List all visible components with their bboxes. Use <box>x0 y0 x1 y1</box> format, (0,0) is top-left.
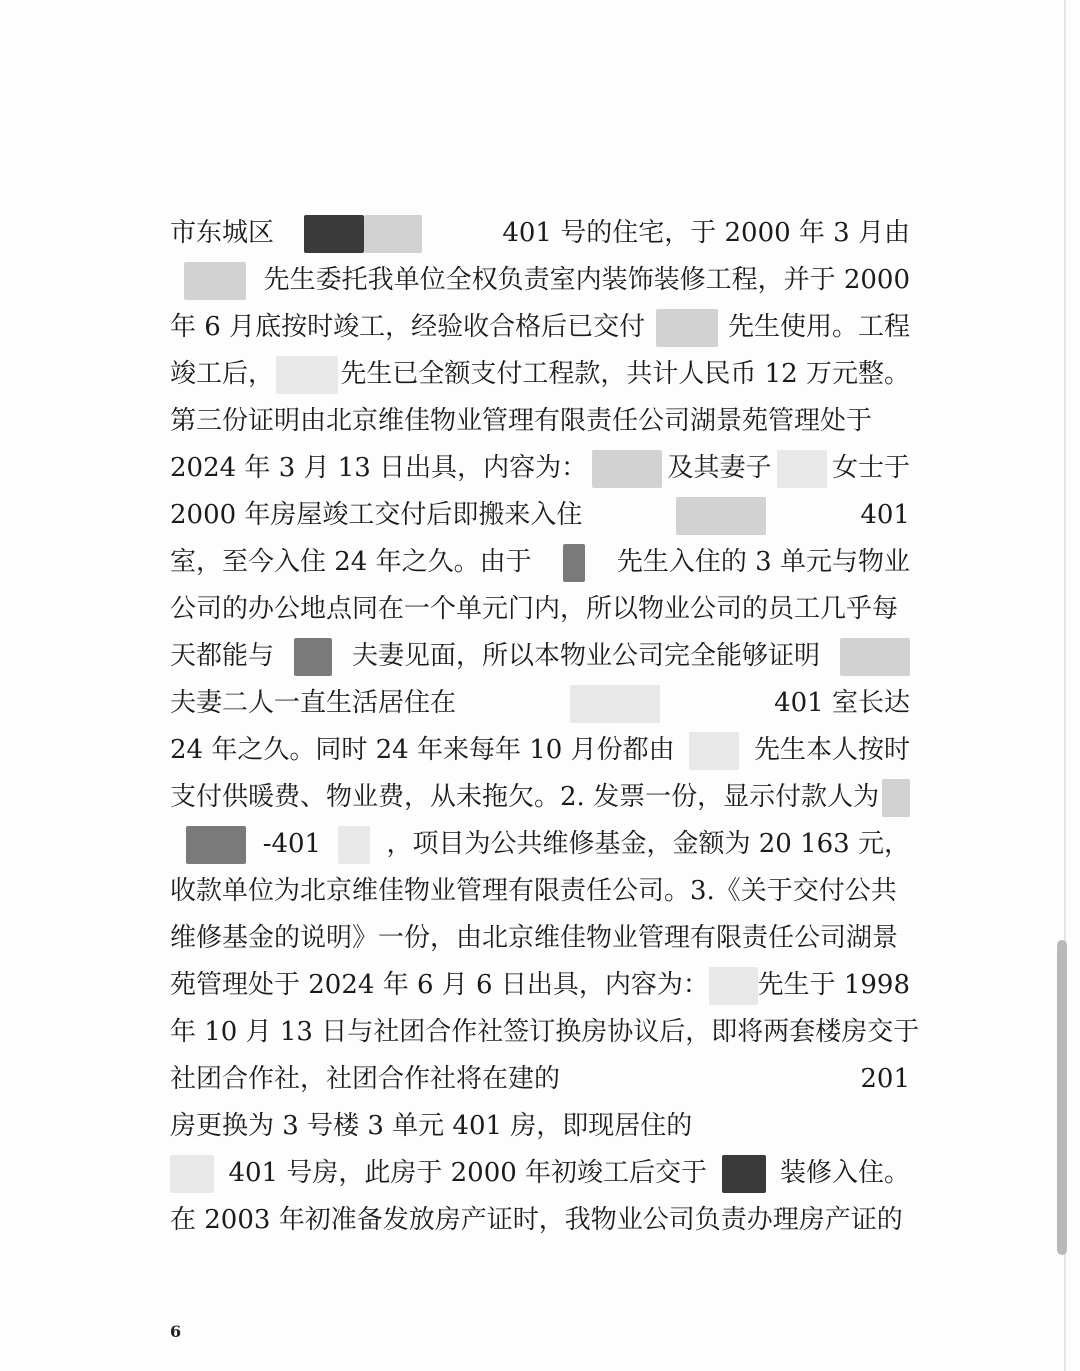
text-line <box>170 586 910 633</box>
redaction-block <box>276 356 338 394</box>
redaction-block <box>676 497 766 535</box>
text-line <box>170 727 910 774</box>
redaction-block <box>186 826 246 864</box>
redaction-block <box>570 685 660 723</box>
text-segment: 苑管理处于 2024 年 6 月 6 日出具，内容为： <box>170 970 709 1000</box>
text-line <box>170 821 910 868</box>
redaction-block <box>720 1108 910 1146</box>
text-segment: 女士于 <box>831 453 910 483</box>
text-segment: 在 2003 年初准备发放房产证时，我物业公司负责办理房产证的 <box>170 1205 903 1235</box>
text-segment: 年 6 月底按时竣工，经验收合格后已交付 <box>170 312 646 342</box>
redaction-block <box>304 215 364 253</box>
text-segment: 2024 年 3 月 13 日出具，内容为： <box>170 453 588 483</box>
redaction-block <box>170 1155 214 1193</box>
text-segment: 社团合作社，社团合作社将在建的 <box>170 1064 561 1094</box>
redaction-block <box>656 309 718 347</box>
redaction-block <box>709 967 758 1005</box>
text-line <box>170 445 910 492</box>
redaction-block <box>364 215 422 253</box>
text-segment: 先生已全额支付工程款，共计人民币 12 万元整。 <box>340 359 910 389</box>
redaction-block <box>882 779 910 817</box>
text-line <box>170 1056 910 1103</box>
text-segment: ，项目为公共维修基金，金额为 20 163 元， <box>386 829 910 859</box>
redaction-block <box>689 732 739 770</box>
text-line <box>170 210 910 257</box>
text-segment: 401 号的住宅，于 2000 年 3 月由 <box>502 218 910 248</box>
text-segment: 第三份证明由北京维佳物业管理有限责任公司湖景苑管理处于 <box>170 406 873 436</box>
text-segment: 2000 年房屋竣工交付后即搬来入住 <box>170 500 583 530</box>
redaction-block <box>563 544 585 582</box>
text-line <box>170 398 910 445</box>
text-segment: 公司的办公地点同在一个单元门内，所以物业公司的员工几乎每 <box>170 594 899 624</box>
text-segment: 先生委托我单位全权负责室内装饰装修工程，并于 2000 <box>263 265 910 295</box>
text-segment: 房更换为 3 号楼 3 单元 401 房，即现居住的 <box>170 1111 693 1141</box>
text-segment: 401 号房，此房于 2000 年初竣工后交于 <box>228 1158 708 1188</box>
text-segment: -401 <box>262 829 322 859</box>
text-segment: 先生使用。工程 <box>727 312 910 342</box>
text-segment: 年 10 月 13 日与社团合作社签订换房协议后，即将两套楼房交于 <box>170 1017 920 1047</box>
text-segment: 401 室长达 <box>774 688 910 718</box>
text-segment: 室，至今入住 24 年之久。由于 <box>170 547 532 577</box>
text-line <box>170 680 910 727</box>
text-line <box>170 915 910 962</box>
text-segment: 竣工后， <box>170 359 275 389</box>
text-segment: 市东城区 <box>170 218 275 248</box>
redaction-block <box>338 826 370 864</box>
redaction-block <box>722 1155 766 1193</box>
text-line <box>170 492 910 539</box>
redaction-block <box>840 638 910 676</box>
text-segment: 装修入住。 <box>779 1158 910 1188</box>
page-number: 6 <box>170 1322 182 1341</box>
document-body <box>170 210 920 1244</box>
text-line <box>170 539 910 586</box>
text-segment: 先生于 1998 <box>757 970 910 1000</box>
text-segment: 24 年之久。同时 24 年来每年 10 月份都由 <box>170 735 675 765</box>
scrollbar-thumb[interactable] <box>1057 940 1067 1255</box>
text-line <box>170 962 910 1009</box>
text-segment: 夫妻见面，所以本物业公司完全能够证明 <box>351 641 820 671</box>
text-line <box>170 257 910 304</box>
text-segment: 维修基金的说明》一份，由北京维佳物业管理有限责任公司湖景 <box>170 923 899 953</box>
text-segment: 201 <box>860 1064 910 1094</box>
text-line <box>170 633 910 680</box>
text-segment: 先生入住的 3 单元与物业 <box>616 547 910 577</box>
text-segment: 支付供暖费、物业费，从未拖欠。2. 发票一份，显示付款人为 <box>170 782 880 812</box>
redaction-block <box>592 450 662 488</box>
text-segment: 夫妻二人一直生活居住在 <box>170 688 457 718</box>
text-segment: 收款单位为北京维佳物业管理有限责任公司。3.《关于交付公共 <box>170 876 897 906</box>
redaction-block <box>184 262 246 300</box>
redaction-block <box>580 1061 840 1099</box>
redaction-block <box>777 450 827 488</box>
text-segment: 天都能与 <box>170 641 275 671</box>
text-line <box>170 1150 910 1197</box>
text-line <box>170 1103 910 1150</box>
text-segment: 先生本人按时 <box>753 735 910 765</box>
text-line <box>170 1197 910 1244</box>
text-line <box>170 774 910 821</box>
text-line <box>170 1009 920 1056</box>
text-line <box>170 304 910 351</box>
text-segment: 及其妻子 <box>667 453 772 483</box>
text-segment: 401 <box>860 500 910 530</box>
redaction-block <box>294 638 332 676</box>
text-line <box>170 868 910 915</box>
text-line <box>170 351 910 398</box>
